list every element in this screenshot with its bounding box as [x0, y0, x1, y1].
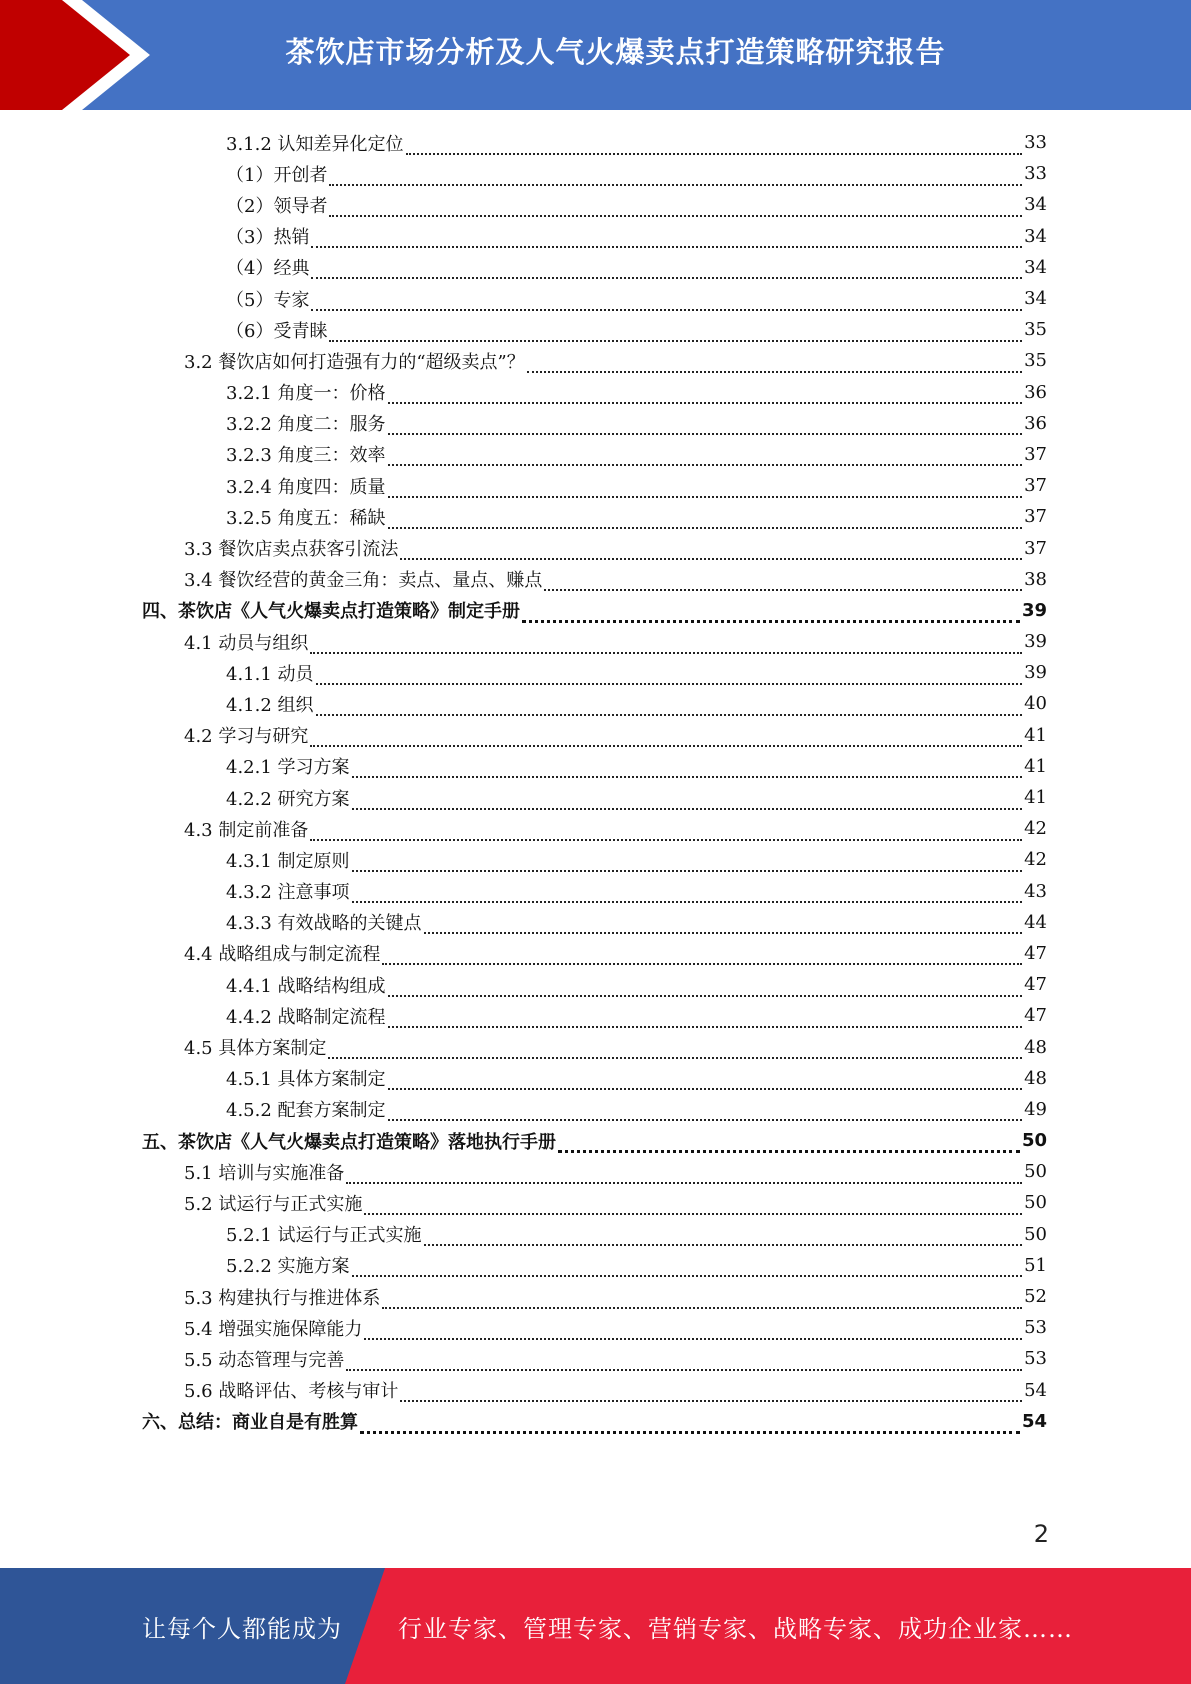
toc-entry-page: 48 — [1024, 1036, 1047, 1058]
toc-leader-dots — [544, 571, 1022, 591]
toc-leader-dots — [388, 1101, 1023, 1121]
toc-entry-page: 36 — [1024, 412, 1047, 434]
toc-leader-dots — [310, 821, 1022, 841]
toc-leader-dots — [352, 758, 1023, 778]
toc-entry-title: 4.4 战略组成与制定流程 — [184, 944, 381, 966]
toc-entry-page: 54 — [1021, 1410, 1047, 1432]
toc-leader-dots — [382, 1289, 1022, 1309]
toc-entry-title: （3）热销 — [226, 227, 310, 249]
toc-entry-page: 34 — [1024, 288, 1047, 310]
toc-entry[interactable] — [0, 1125, 1191, 1156]
toc-entry-page: 53 — [1024, 1317, 1047, 1339]
toc-leader-dots — [328, 1039, 1022, 1059]
toc-entry[interactable] — [0, 564, 1191, 595]
toc-leader-dots — [329, 322, 1022, 342]
toc-entry-page: 49 — [1024, 1098, 1047, 1120]
toc-entry-page: 42 — [1024, 849, 1047, 871]
toc-entry-title: 四、茶饮店《人气火爆卖点打造策略》制定手册 — [142, 601, 520, 623]
toc-entry-page: 48 — [1024, 1067, 1047, 1089]
toc-leader-dots — [424, 1226, 1023, 1246]
toc-entry[interactable] — [0, 1156, 1191, 1187]
toc-entry-title: 5.4 增强实施保障能力 — [184, 1318, 363, 1340]
toc-leader-dots — [558, 1132, 1020, 1153]
toc-entry[interactable] — [0, 844, 1191, 875]
toc-leader-dots — [522, 602, 1020, 623]
toc-entry-title: 4.1.1 动员 — [226, 663, 314, 685]
toc-entry-title: 3.2.5 角度五：稀缺 — [226, 507, 386, 529]
toc-entry[interactable] — [0, 1000, 1191, 1031]
toc-entry-page: 41 — [1024, 787, 1047, 809]
toc-entry-title: 4.3.3 有效战略的关键点 — [226, 913, 422, 935]
toc-entry-page: 50 — [1024, 1223, 1047, 1245]
toc-entry-page: 35 — [1024, 319, 1047, 341]
toc-entry-title: 5.3 构建执行与推进体系 — [184, 1287, 381, 1309]
toc-leader-dots — [352, 790, 1023, 810]
toc-entry[interactable] — [0, 907, 1191, 938]
toc-entry[interactable] — [0, 1343, 1191, 1374]
toc-entry-title: 4.2.2 研究方案 — [226, 788, 350, 810]
toc-leader-dots — [310, 727, 1022, 747]
toc-entry[interactable] — [0, 189, 1191, 220]
toc-leader-dots — [316, 665, 1023, 685]
toc-entry[interactable] — [0, 377, 1191, 408]
toc-entry-title: 3.2.1 角度一：价格 — [226, 383, 386, 405]
toc-leader-dots — [316, 696, 1023, 716]
toc-entry[interactable] — [0, 127, 1191, 158]
toc-leader-dots — [352, 1257, 1023, 1277]
table-of-contents — [0, 127, 1191, 1437]
toc-leader-dots — [329, 197, 1022, 217]
toc-entry-page: 47 — [1024, 1005, 1047, 1027]
toc-entry-title: 3.2.3 角度三：效率 — [226, 445, 386, 467]
toc-entry[interactable] — [0, 657, 1191, 688]
toc-entry[interactable] — [0, 221, 1191, 252]
toc-entry-page: 38 — [1024, 568, 1047, 590]
toc-entry-page: 34 — [1024, 256, 1047, 278]
toc-leader-dots — [388, 1070, 1023, 1090]
toc-entry-title: 五、茶饮店《人气火爆卖点打造策略》落地执行手册 — [142, 1131, 556, 1153]
toc-entry[interactable] — [0, 1281, 1191, 1312]
toc-entry-title: 4.3.1 制定原则 — [226, 850, 350, 872]
toc-entry[interactable] — [0, 1187, 1191, 1218]
toc-entry[interactable] — [0, 470, 1191, 501]
toc-leader-dots — [388, 1008, 1023, 1028]
toc-entry-page: 52 — [1024, 1286, 1047, 1308]
footer-slogan-left: 让每个人都能成为 — [142, 1614, 342, 1643]
toc-leader-dots — [388, 509, 1023, 529]
toc-entry[interactable] — [0, 532, 1191, 563]
toc-entry-title: 3.2.4 角度四：质量 — [226, 476, 386, 498]
toc-entry-title: （5）专家 — [226, 289, 310, 311]
toc-entry-page: 39 — [1021, 599, 1047, 621]
toc-leader-dots — [388, 384, 1023, 404]
toc-entry[interactable] — [0, 283, 1191, 314]
toc-entry[interactable] — [0, 501, 1191, 532]
toc-entry[interactable] — [0, 595, 1191, 626]
toc-entry-title: 4.1 动员与组织 — [184, 632, 309, 654]
toc-entry-page: 50 — [1024, 1161, 1047, 1183]
toc-entry-title: 4.4.2 战略制定流程 — [226, 1006, 386, 1028]
toc-entry-title: （4）经典 — [226, 258, 310, 280]
toc-entry-page: 44 — [1024, 911, 1047, 933]
toc-leader-dots — [352, 883, 1023, 903]
toc-entry[interactable] — [0, 1406, 1191, 1437]
toc-leader-dots — [360, 1413, 1020, 1434]
toc-entry-title: 3.1.2 认知差异化定位 — [226, 133, 404, 155]
toc-leader-dots — [329, 166, 1022, 186]
toc-entry-page: 42 — [1024, 818, 1047, 840]
toc-entry-page: 43 — [1024, 880, 1047, 902]
toc-entry[interactable] — [0, 782, 1191, 813]
toc-leader-dots — [310, 634, 1022, 654]
toc-entry-title: 4.2 学习与研究 — [184, 726, 309, 748]
toc-leader-dots — [364, 1195, 1022, 1215]
toc-entry-title: 4.3.2 注意事项 — [226, 882, 350, 904]
toc-entry[interactable] — [0, 345, 1191, 376]
page-header — [0, 0, 1191, 110]
toc-entry[interactable] — [0, 876, 1191, 907]
toc-entry[interactable] — [0, 720, 1191, 751]
toc-leader-dots — [400, 1382, 1022, 1402]
page-footer — [0, 1568, 1191, 1684]
toc-entry-title: 5.2.2 实施方案 — [226, 1256, 350, 1278]
toc-entry-page: 37 — [1024, 443, 1047, 465]
toc-entry[interactable] — [0, 1063, 1191, 1094]
toc-entry-title: 5.1 培训与实施准备 — [184, 1162, 345, 1184]
toc-entry[interactable] — [0, 314, 1191, 345]
toc-entry-page: 33 — [1024, 163, 1047, 185]
footer-slogan-right: 行业专家、管理专家、营销专家、战略专家、成功企业家…… — [398, 1614, 1073, 1643]
toc-entry-title: 5.5 动态管理与完善 — [184, 1349, 345, 1371]
page-number: 2 — [1033, 1520, 1049, 1548]
toc-leader-dots — [352, 852, 1023, 872]
toc-leader-dots — [527, 353, 1022, 373]
toc-leader-dots — [346, 1164, 1022, 1184]
toc-leader-dots — [382, 945, 1022, 965]
toc-entry-page: 35 — [1024, 350, 1047, 372]
toc-entry-page: 39 — [1024, 662, 1047, 684]
toc-entry-page: 47 — [1024, 942, 1047, 964]
toc-entry[interactable] — [0, 252, 1191, 283]
toc-entry-title: 3.4 餐饮经营的黄金三角：卖点、量点、赚点 — [184, 570, 543, 592]
toc-entry-page: 41 — [1024, 724, 1047, 746]
toc-entry-page: 37 — [1024, 475, 1047, 497]
toc-entry-title: 3.2.2 角度二：服务 — [226, 414, 386, 436]
toc-leader-dots — [388, 977, 1023, 997]
toc-entry-title: 3.2 餐饮店如何打造强有力的“超级卖点”？ — [184, 351, 525, 373]
toc-leader-dots — [364, 1320, 1022, 1340]
toc-leader-dots — [346, 1351, 1022, 1371]
toc-leader-dots — [311, 228, 1022, 248]
toc-entry-title: 5.2 试运行与正式实施 — [184, 1193, 363, 1215]
toc-entry[interactable] — [0, 1094, 1191, 1125]
toc-entry-title: 4.5 具体方案制定 — [184, 1038, 327, 1060]
toc-entry-page: 33 — [1024, 132, 1047, 154]
toc-entry[interactable] — [0, 626, 1191, 657]
toc-entry[interactable] — [0, 688, 1191, 719]
toc-entry-title: 5.6 战略评估、考核与审计 — [184, 1381, 399, 1403]
toc-entry-title: 4.5.2 配套方案制定 — [226, 1100, 386, 1122]
toc-entry-page: 50 — [1021, 1130, 1047, 1152]
toc-entry-title: （1）开创者 — [226, 164, 328, 186]
toc-entry-page: 36 — [1024, 381, 1047, 403]
toc-entry[interactable] — [0, 158, 1191, 189]
header-title: 茶饮店市场分析及人气火爆卖点打造策略研究报告 — [285, 34, 946, 69]
header-red-chevron — [0, 0, 150, 110]
toc-entry-page: 40 — [1024, 693, 1047, 715]
toc-entry-title: 4.3 制定前准备 — [184, 819, 309, 841]
toc-entry[interactable] — [0, 439, 1191, 470]
toc-entry-page: 47 — [1024, 974, 1047, 996]
toc-leader-dots — [406, 135, 1023, 155]
toc-entry-title: 4.5.1 具体方案制定 — [226, 1069, 386, 1091]
toc-entry[interactable] — [0, 1375, 1191, 1406]
toc-entry[interactable] — [0, 1031, 1191, 1062]
toc-leader-dots — [388, 446, 1023, 466]
toc-entry-page: 54 — [1024, 1379, 1047, 1401]
toc-entry-title: 5.2.1 试运行与正式实施 — [226, 1225, 422, 1247]
toc-entry[interactable] — [0, 969, 1191, 1000]
toc-entry-page: 41 — [1024, 755, 1047, 777]
toc-entry[interactable] — [0, 813, 1191, 844]
toc-entry-page: 37 — [1024, 537, 1047, 559]
toc-entry-title: 4.2.1 学习方案 — [226, 757, 350, 779]
toc-entry[interactable] — [0, 938, 1191, 969]
toc-entry-title: （6）受青睐 — [226, 320, 328, 342]
toc-entry-title: 六、总结：商业自是有胜算 — [142, 1412, 358, 1434]
toc-entry[interactable] — [0, 1250, 1191, 1281]
toc-entry-page: 37 — [1024, 506, 1047, 528]
toc-entry[interactable] — [0, 408, 1191, 439]
toc-entry-page: 50 — [1024, 1192, 1047, 1214]
toc-entry-title: （2）领导者 — [226, 195, 328, 217]
toc-leader-dots — [388, 478, 1023, 498]
toc-entry-page: 34 — [1024, 225, 1047, 247]
toc-entry-page: 34 — [1024, 194, 1047, 216]
toc-leader-dots — [388, 415, 1023, 435]
toc-entry-page: 39 — [1024, 631, 1047, 653]
toc-entry[interactable] — [0, 1312, 1191, 1343]
toc-leader-dots — [311, 259, 1022, 279]
toc-entry-title: 3.3 餐饮店卖点获客引流法 — [184, 539, 399, 561]
toc-entry[interactable] — [0, 751, 1191, 782]
toc-entry-title: 4.4.1 战略结构组成 — [226, 975, 386, 997]
toc-leader-dots — [424, 914, 1023, 934]
toc-leader-dots — [400, 540, 1022, 560]
toc-entry-title: 4.1.2 组织 — [226, 694, 314, 716]
toc-entry-page: 53 — [1024, 1348, 1047, 1370]
toc-entry[interactable] — [0, 1219, 1191, 1250]
toc-entry-page: 51 — [1024, 1254, 1047, 1276]
toc-leader-dots — [311, 291, 1022, 311]
